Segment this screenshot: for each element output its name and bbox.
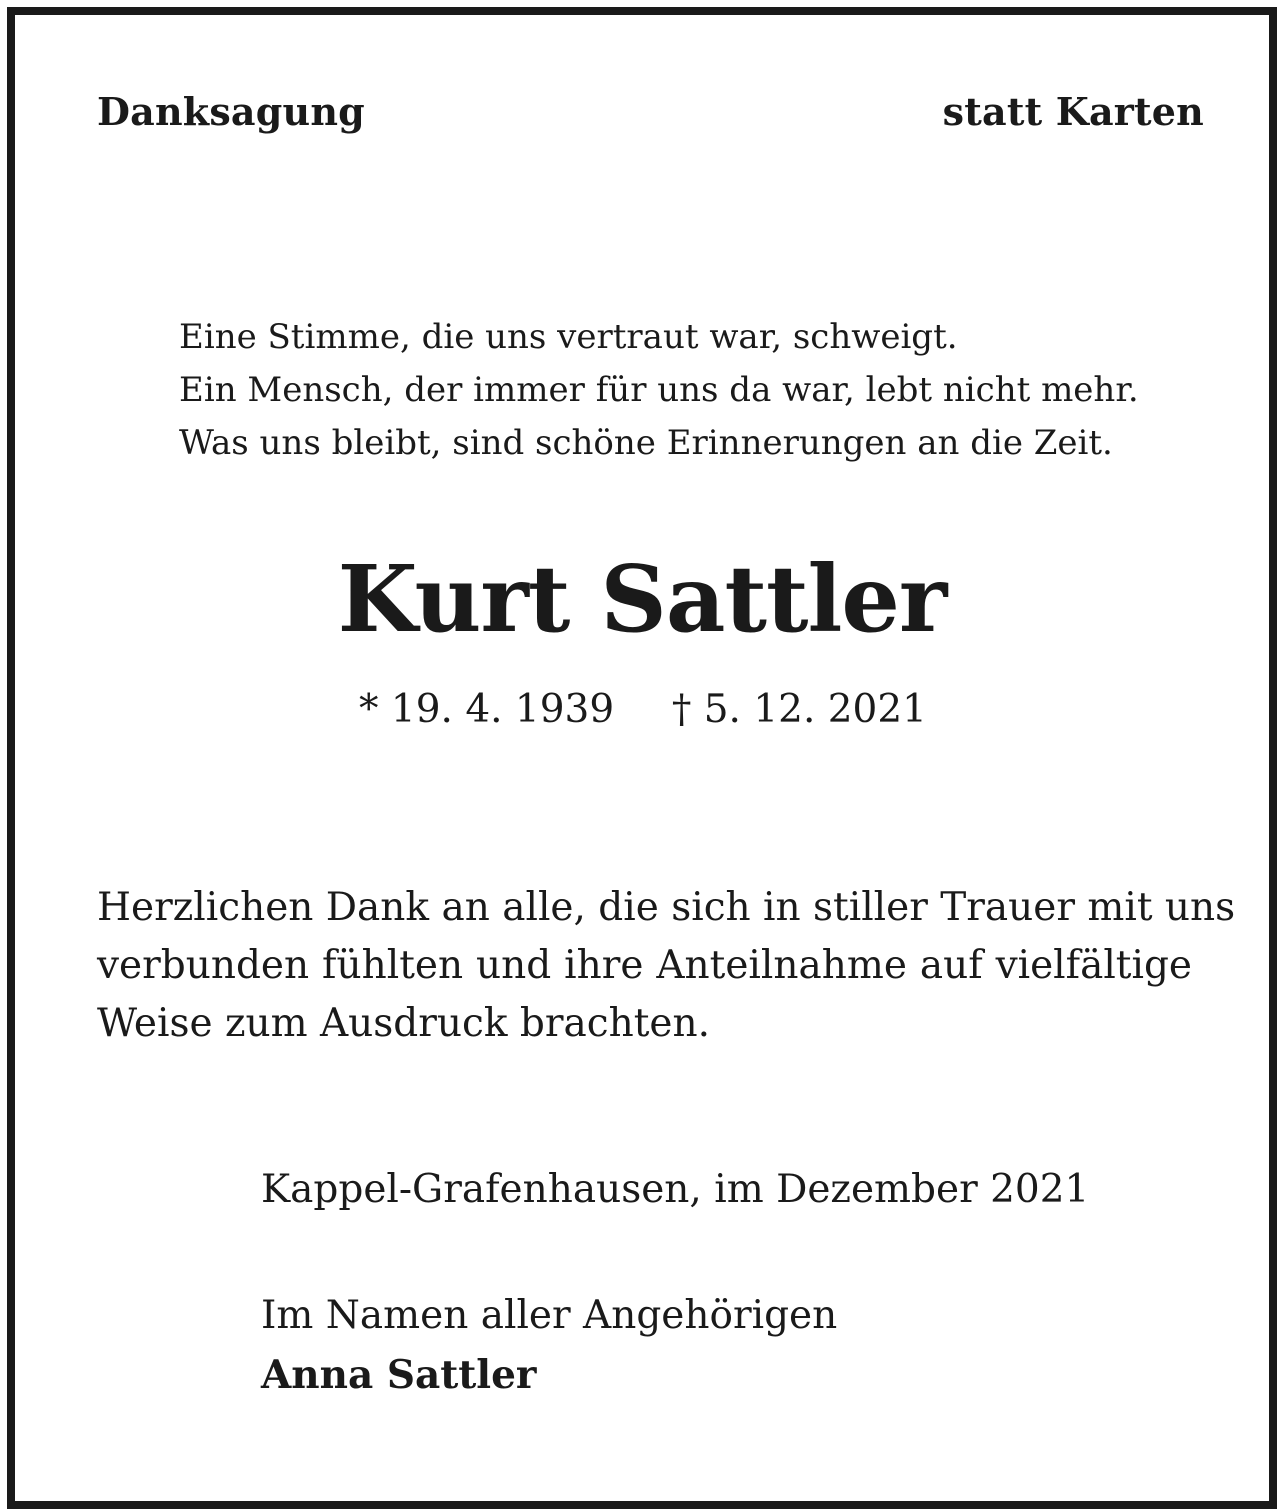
poem-line: Ein Mensch, der immer für uns da war, lebt nicht mehr. [179,370,1139,410]
heading-statt-karten: statt Karten [942,89,1204,134]
signature-intro: Im Namen aller Angehörigen [261,1293,838,1338]
place-and-date: Kappel-Grafenhausen, im Dezember 2021 [261,1167,1090,1212]
poem [179,311,1139,470]
thanks-paragraph [97,879,1236,1053]
thanks-line: Weise zum Ausdruck brachten. [97,1001,710,1046]
deceased-name: Kurt Sattler [337,545,947,653]
thanks-line: verbunden fühlten und ihre Anteilnahme auf vielfältige [97,943,1192,988]
heading-danksagung: Danksagung [97,89,365,134]
death-date: † 5. 12. 2021 [671,687,927,732]
signer-name: Anna Sattler [261,1352,537,1398]
birth-date: * 19. 4. 1939 [359,687,615,732]
thanks-line: Herzlichen Dank an alle, die sich in stiller Trauer mit uns [97,885,1236,930]
life-dates [359,687,927,732]
poem-line: Was uns bleibt, sind schöne Erinnerungen an die Zeit. [179,423,1113,463]
poem-line: Eine Stimme, die uns vertraut war, schweigt. [179,317,958,357]
obituary-card [7,7,1277,1509]
